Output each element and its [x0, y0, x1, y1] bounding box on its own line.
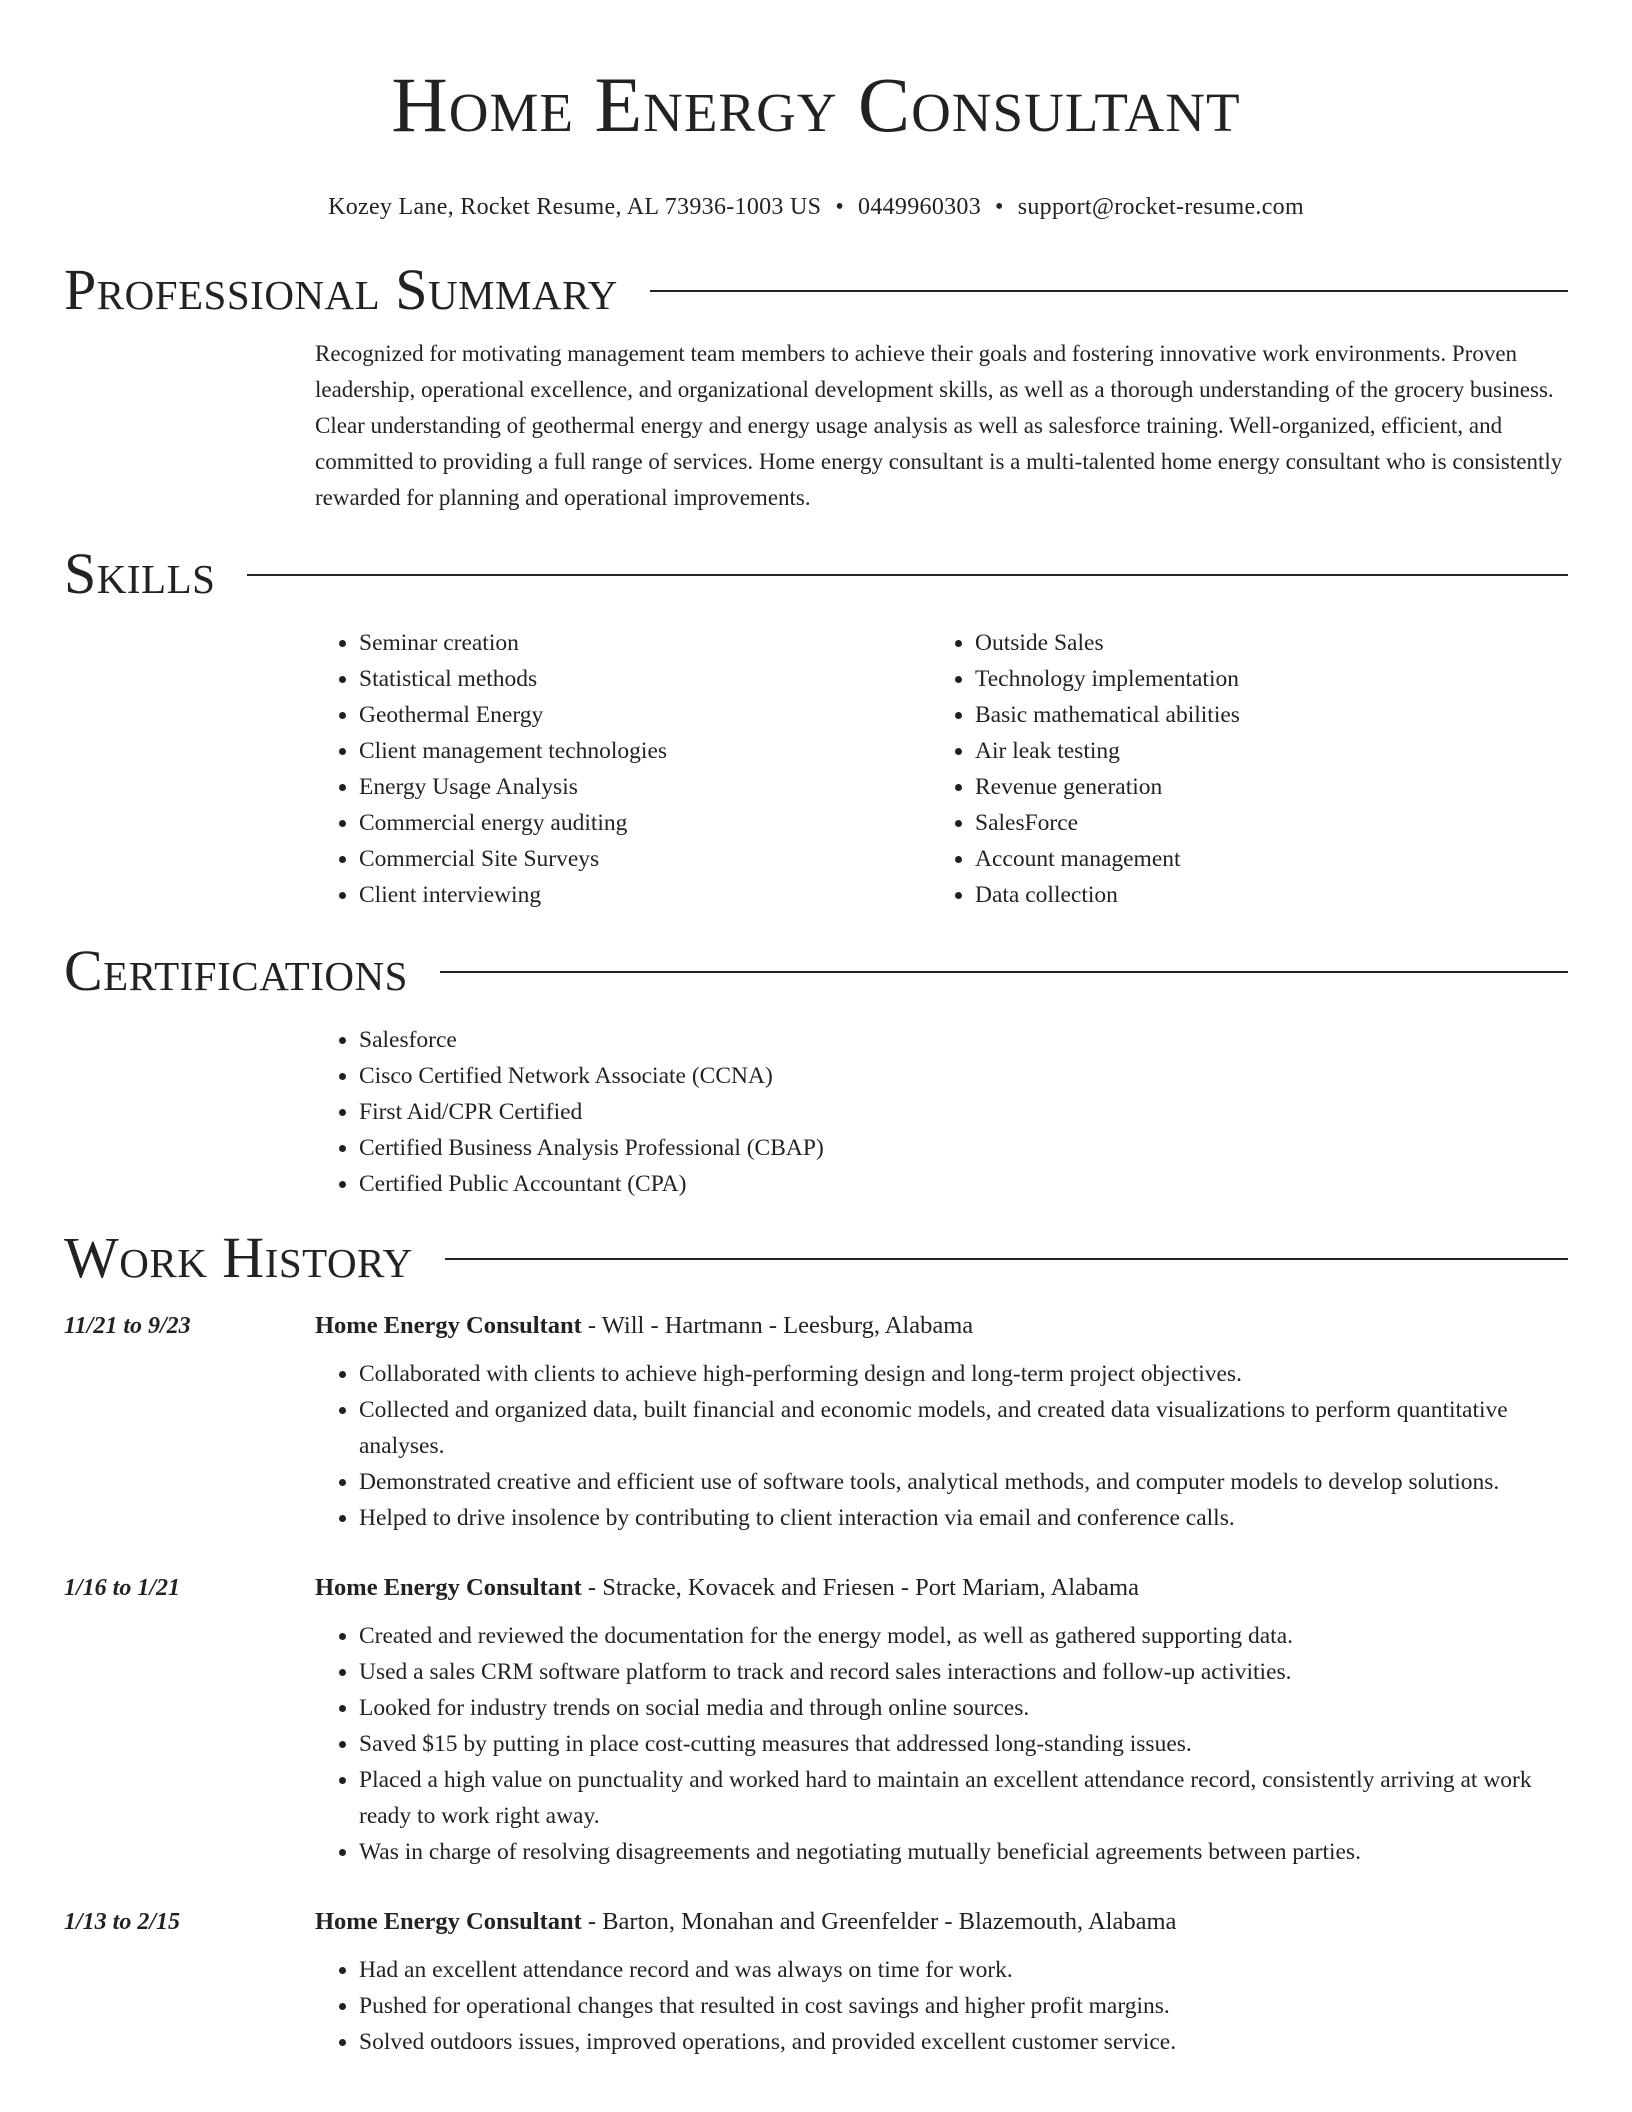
- skill-item: • Basic mathematical abilities: [975, 697, 1547, 733]
- job-header: [64, 1568, 1568, 1608]
- job-bullet: • Pushed for operational changes that resulted in cost savings and higher profit margins.: [359, 1988, 1568, 2024]
- summary-text: Recognized for motivating management team members to achieve their goals and fostering innovative work environments. Proven leadership, operational excellence, and organizational development skills, as well as a thorough understanding of the grocery business. Clear understanding of geothermal energy and energy usage analysis as well as salesforce training. Well-organized, efficient, and committed to providing a full range of services. Home energy consultant is a multi-talented home energy consultant who is consistently rewarded for planning and operational improvements.: [315, 341, 1563, 510]
- certification-item: • First Aid/CPR Certified: [359, 1094, 1568, 1130]
- job-title-line: [315, 1908, 1176, 1936]
- skill-item: • Statistical methods: [359, 661, 931, 697]
- section-certifications-header: [64, 938, 1568, 1003]
- job-bullet: • Collected and organized data, built financial and economic models, and created data visualizations to perform quantitative analyses.: [359, 1392, 1568, 1464]
- job-entry: [64, 1568, 1568, 1870]
- skill-item: • Client interviewing: [359, 877, 931, 913]
- contact-address: Kozey Lane, Rocket Resume, AL 73936-1003 US: [328, 194, 822, 220]
- skill-item: • Revenue generation: [975, 769, 1547, 805]
- contact-phone: 0449960303: [858, 194, 982, 220]
- job-entry: [64, 1902, 1568, 2060]
- contact-separator: •: [995, 194, 1004, 220]
- certifications-list: [315, 1022, 1568, 1202]
- job-bullet: • Created and reviewed the documentation for the energy model, as well as gathered supporting data.: [359, 1618, 1568, 1654]
- certification-item: • Certified Public Accountant (CPA): [359, 1166, 1568, 1202]
- job-role: Home Energy Consultant: [315, 1312, 582, 1339]
- job-role: Home Energy Consultant: [315, 1574, 582, 1601]
- skill-item: • Commercial energy auditing: [359, 805, 931, 841]
- job-bullet: • Demonstrated creative and efficient use of software tools, analytical methods, and computer models to develop solutions.: [359, 1464, 1568, 1500]
- section-skills-header: [64, 541, 1568, 606]
- job-dates: 11/21 to 9/23: [64, 1312, 191, 1339]
- job-role: Home Energy Consultant: [315, 1908, 582, 1935]
- job-bullet: • Solved outdoors issues, improved operations, and provided excellent customer service.: [359, 2024, 1568, 2060]
- job-employer: - Will - Hartmann - Leesburg, Alabama: [581, 1312, 974, 1339]
- job-bullet: • Placed a high value on punctuality and worked hard to maintain an excellent attendance record, consistently arriving at work ready to work right away.: [359, 1762, 1568, 1834]
- skill-item: • Commercial Site Surveys: [359, 841, 931, 877]
- section-divider: [247, 574, 1568, 576]
- job-header: [64, 1902, 1568, 1942]
- resume-name: Home Energy Consultant: [391, 61, 1241, 148]
- skill-item: • Air leak testing: [975, 733, 1547, 769]
- section-divider: [650, 290, 1568, 292]
- skill-item: • Account management: [975, 841, 1547, 877]
- job-employer: - Barton, Monahan and Greenfelder - Blazemouth, Alabama: [581, 1908, 1177, 1935]
- job-header: [64, 1306, 1568, 1346]
- contact-email: support@rocket-resume.com: [1017, 194, 1304, 220]
- skill-item: • Data collection: [975, 877, 1547, 913]
- job-bullet: • Looked for industry trends on social media and through online sources.: [359, 1690, 1568, 1726]
- job-title-line: [315, 1574, 1139, 1602]
- job-dates: 1/13 to 2/15: [64, 1908, 181, 1935]
- skills-column-right: [931, 625, 1547, 913]
- job-bullet: • Was in charge of resolving disagreements and negotiating mutually beneficial agreements between parties.: [359, 1834, 1568, 1870]
- section-heading-certifications: Certifications: [64, 938, 408, 1003]
- section-summary-header: [64, 257, 1568, 322]
- skill-item: • Client management technologies: [359, 733, 931, 769]
- skill-item: • Seminar creation: [359, 625, 931, 661]
- job-employer: - Stracke, Kovacek and Friesen - Port Mariam, Alabama: [581, 1574, 1139, 1601]
- section-heading-skills: Skills: [64, 541, 216, 606]
- contact-line: [64, 192, 1568, 222]
- contact-separator: •: [835, 194, 845, 220]
- section-work-history-header: [64, 1225, 1568, 1290]
- job-bullet: • Collaborated with clients to achieve high-performing design and long-term project objectives.: [359, 1356, 1568, 1392]
- certification-item: • Cisco Certified Network Associate (CCNA): [359, 1058, 1568, 1094]
- job-bullet: • Helped to drive insolence by contributing to client interaction via email and conference calls.: [359, 1500, 1568, 1536]
- section-heading-summary: Professional Summary: [64, 257, 618, 322]
- certification-item: • Salesforce: [359, 1022, 1568, 1058]
- job-title-line: [315, 1312, 973, 1340]
- section-heading-work-history: Work History: [64, 1225, 413, 1290]
- section-divider: [445, 1258, 1568, 1260]
- job-bullet: • Saved $15 by putting in place cost-cutting measures that addressed long-standing issues.: [359, 1726, 1568, 1762]
- section-divider: [440, 971, 1568, 973]
- skill-item: • Outside Sales: [975, 625, 1547, 661]
- skill-item: • Energy Usage Analysis: [359, 769, 931, 805]
- skills-list: [315, 625, 1568, 913]
- job-dates: 1/16 to 1/21: [64, 1574, 181, 1601]
- skill-item: • Technology implementation: [975, 661, 1547, 697]
- skills-column-left: [315, 625, 931, 913]
- job-bullet: • Had an excellent attendance record and was always on time for work.: [359, 1952, 1568, 1988]
- job-entry: [64, 1306, 1568, 1536]
- skill-item: • Geothermal Energy: [359, 697, 931, 733]
- job-bullet: • Used a sales CRM software platform to track and record sales interactions and follow-up activities.: [359, 1654, 1568, 1690]
- skill-item: • SalesForce: [975, 805, 1547, 841]
- certification-item: • Certified Business Analysis Professional (CBAP): [359, 1130, 1568, 1166]
